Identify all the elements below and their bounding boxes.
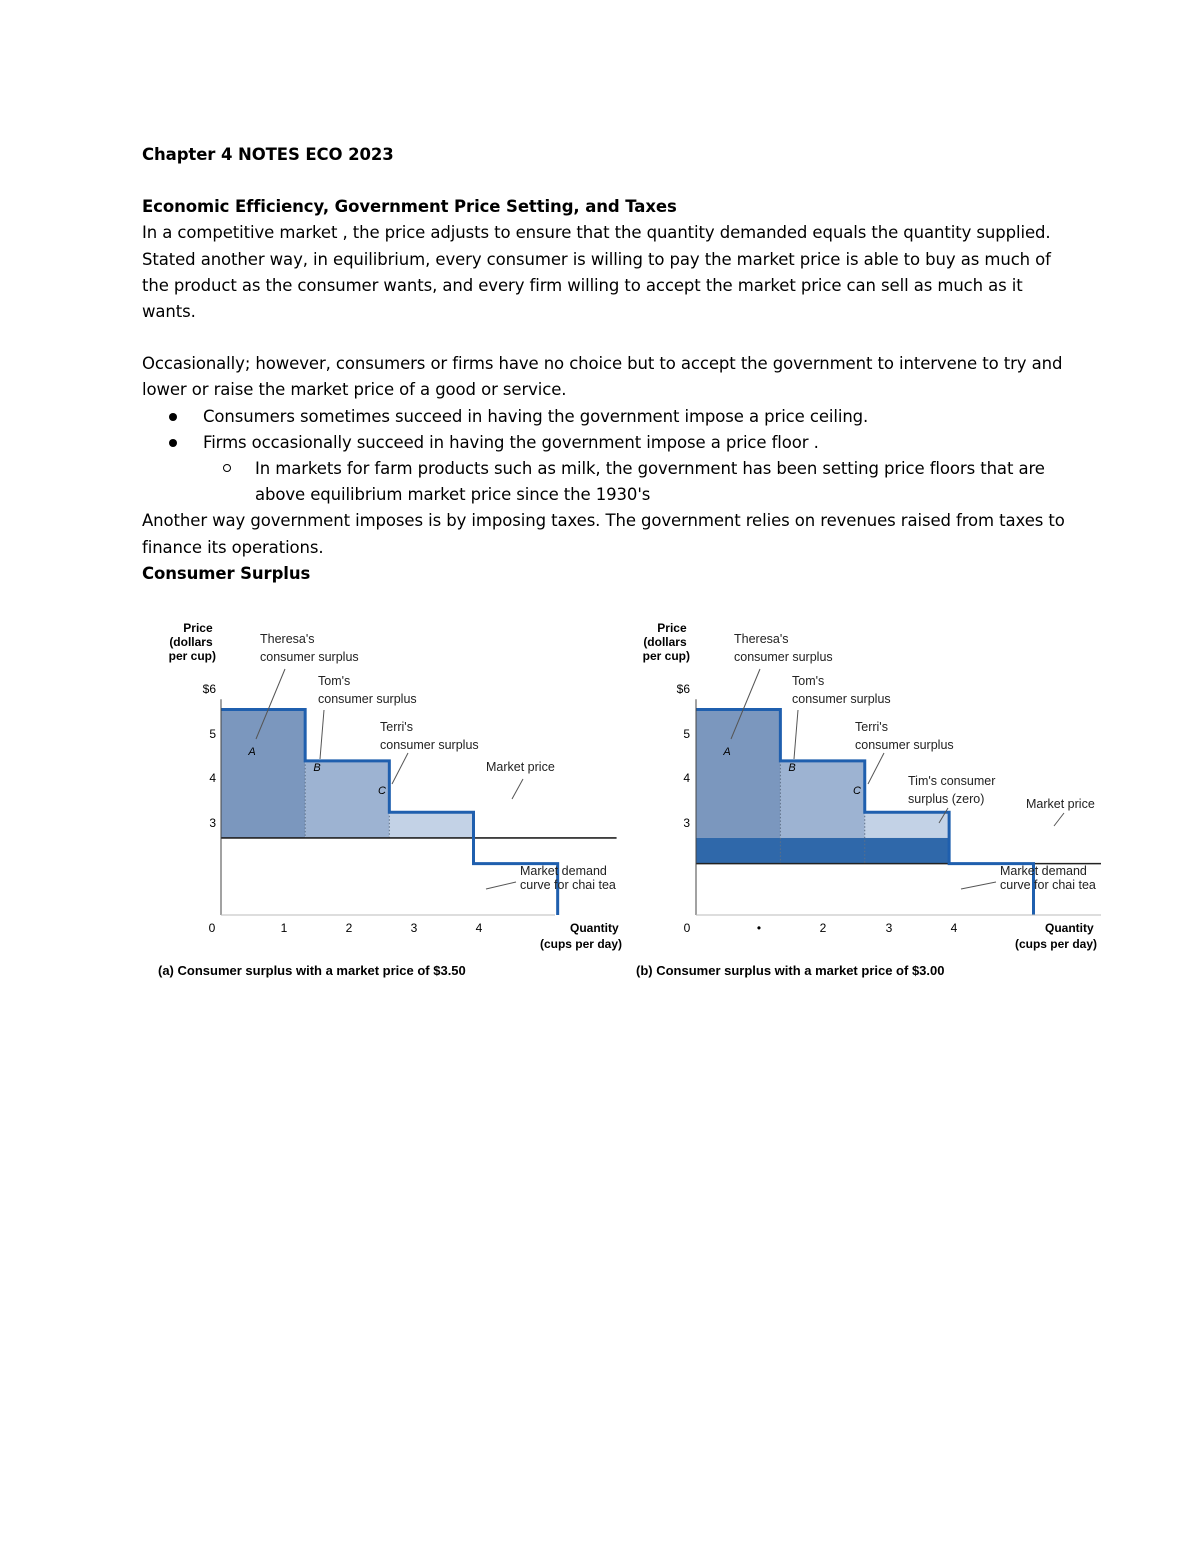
sub-bullet-list [142, 456, 1072, 508]
region-label-c: C [853, 785, 861, 797]
region-label-a: A [248, 746, 256, 758]
annotation-market-price: Market price [486, 760, 555, 774]
bullet-dot-icon [169, 413, 177, 421]
ytick-label: 5 [683, 727, 690, 741]
x-axis-label: Quantity (cups per day) [1014, 921, 1097, 951]
xtick-label: 3 [410, 921, 418, 935]
annotation-demand-curve: Market demand curve for chai tea [1000, 864, 1096, 892]
consumer-surplus-chart-a [150, 612, 630, 992]
xtick-label: 3 [885, 921, 893, 935]
xtick-label: 2 [345, 921, 353, 935]
annotation-terri: Terri's consumer surplus [380, 720, 479, 752]
section-heading: Economic Efficiency, Government Price Setting, and Taxes [142, 197, 677, 217]
bullet-list [142, 404, 1072, 456]
surplus-region-c [865, 812, 949, 838]
ytick-label: 4 [683, 771, 690, 785]
subheading-consumer-surplus: Consumer Surplus [142, 563, 311, 583]
x-axis-label: Quantity (cups per day) [539, 921, 622, 951]
paragraph-2: Occasionally; however, consumers or firms have no choice but to accept the government to intervene to try and lower or raise the market price of a good or service. [142, 354, 1063, 400]
notes-page [142, 142, 1072, 587]
consumer-surplus-chart-b [626, 612, 1126, 992]
document-title: Chapter 4 NOTES ECO 2023 [142, 145, 394, 164]
xtick-label: 0 [683, 921, 691, 935]
surplus-region-a [221, 710, 305, 838]
region-label-c: C [378, 785, 386, 797]
xtick-label: 4 [475, 921, 483, 935]
surplus-region-a [696, 710, 780, 838]
annotation-tom: Tom's consumer surplus [318, 674, 417, 706]
leader-line [794, 710, 798, 759]
sub-bullet-item [142, 456, 1072, 508]
leader-line [392, 753, 408, 784]
ytick-label: 3 [209, 816, 216, 830]
spacer [142, 325, 1072, 351]
leader-line [1054, 813, 1064, 826]
leader-line [486, 882, 516, 889]
leader-line [512, 779, 523, 799]
ytick-label: 5 [209, 727, 216, 741]
annotation-terri: Terri's consumer surplus [855, 720, 954, 752]
y-axis-label: Price (dollars per cup) [168, 621, 216, 663]
leader-line [320, 710, 324, 759]
annotation-tim: Tim's consumer surplus (zero) [908, 774, 996, 806]
annotation-theresa: Theresa's consumer surplus [734, 632, 833, 664]
surplus-region-c [389, 812, 473, 838]
xtick-label: 2 [819, 921, 827, 935]
ytick-label: 3 [683, 816, 690, 830]
region-label-a: A [723, 746, 731, 758]
xtick-label: 0 [208, 921, 216, 935]
xtick-label: 1 [280, 921, 288, 935]
bullet-item [142, 404, 1072, 430]
xtick-label: 4 [950, 921, 958, 935]
leader-line [961, 882, 996, 889]
bullet-item [142, 430, 1072, 456]
ytick-label: $6 [676, 682, 690, 696]
annotation-market-price: Market price [1026, 797, 1095, 811]
bullet-dot-icon [169, 439, 177, 447]
paragraph-1: In a competitive market , the price adjusts to ensure that the quantity demanded equals the quantity supplied. Stated another way, in equilibrium, every consumer is willing to pay the market price is able to buy as much of the product as the consumer wants, and every firm willing to accept the market price can sell as much as it wants. [142, 223, 1051, 322]
chart-caption: (b) Consumer surplus with a market price of $3.00 [636, 963, 945, 978]
hollow-bullet-icon [223, 464, 231, 472]
chart-caption: (a) Consumer surplus with a market price of $3.50 [158, 963, 466, 978]
paragraph-3: Another way government imposes is by imposing taxes. The government relies on revenues raised from taxes to finance its operations. [142, 511, 1065, 557]
y-axis-label: Price (dollars per cup) [642, 621, 690, 663]
annotation-theresa: Theresa's consumer surplus [260, 632, 359, 664]
leader-line [868, 753, 884, 784]
spacer [142, 168, 1072, 194]
surplus-regions [221, 710, 474, 838]
sub-bullet-text: In markets for farm products such as milk, the government has been setting price floors that are above equilibrium market price since the 1930's [255, 459, 1045, 505]
ytick-label: 4 [209, 771, 216, 785]
surplus-region-extra [696, 838, 949, 864]
region-label-b: B [788, 762, 796, 774]
annotation-demand-curve: Market demand curve for chai tea [520, 864, 616, 892]
region-label-b: B [313, 762, 321, 774]
xtick-label: • [756, 921, 762, 935]
annotation-tom: Tom's consumer surplus [792, 674, 891, 706]
ytick-label: $6 [202, 682, 216, 696]
bullet-text: Consumers sometimes succeed in having the government impose a price ceiling. [203, 406, 869, 426]
bullet-text: Firms occasionally succeed in having the government impose a price floor . [203, 432, 819, 452]
